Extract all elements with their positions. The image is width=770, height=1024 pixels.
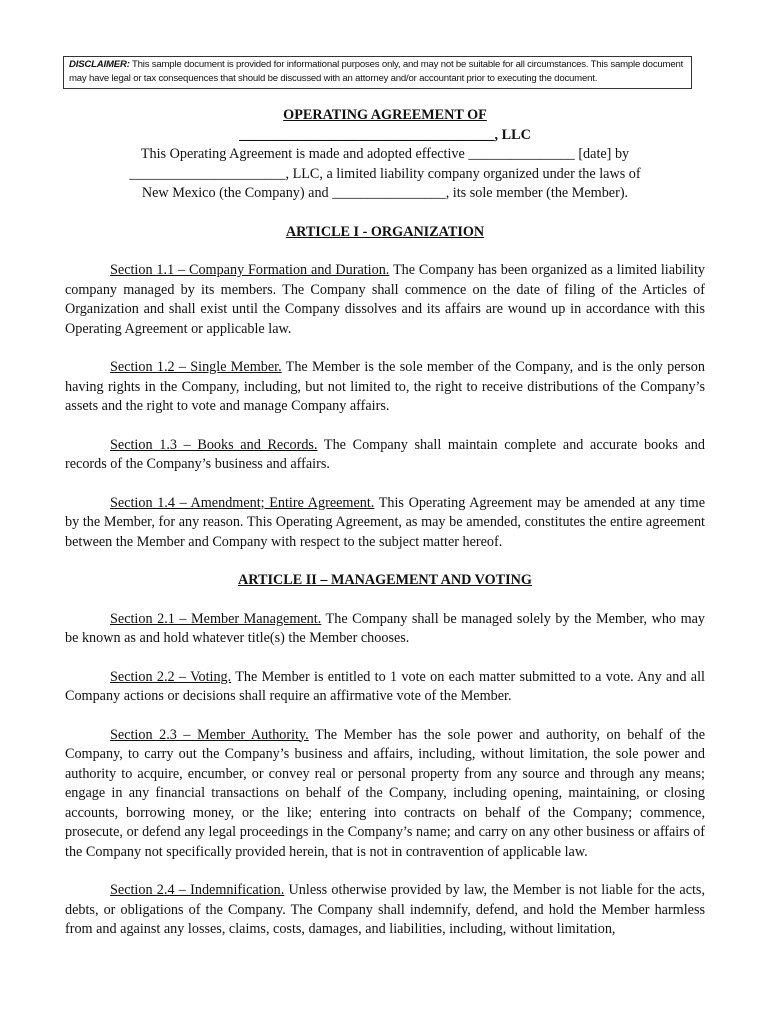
intro-line: ______________________, LLC, a limited liability company organized under the laws of	[129, 165, 641, 182]
llc-name-line: ____________________________________, LLC	[239, 126, 531, 143]
section-paragraph	[65, 358, 705, 417]
section-paragraph	[65, 610, 705, 649]
document-title: OPERATING AGREEMENT OF	[283, 107, 487, 123]
intro-paragraph	[65, 145, 705, 204]
section-heading: Section 2.4 – Indemnification.	[110, 882, 285, 898]
section-heading: Section 2.3 – Member Authority.	[110, 726, 309, 743]
disclaimer-text: This sample document is provided for informational purposes only, and may not be suitable for all circumstances. This sample document may have legal or tax consequences that should be discussed with an attorney and/or accountant prior to executing the document.	[69, 59, 684, 84]
article-heading: ARTICLE I - ORGANIZATION	[285, 223, 485, 240]
section-heading: Section 1.4 – Amendment; Entire Agreement.	[110, 494, 375, 511]
section-heading: Section 1.2 – Single Member.	[110, 359, 282, 375]
section-heading: Section 2.2 – Voting.	[110, 668, 232, 685]
article-heading: ARTICLE II – MANAGEMENT AND VOTING	[238, 572, 532, 588]
section-text: The Member has the sole power and authority, on behalf of the Company, to carry out the Company’s business and affairs, including, without limitation, the sole power and authority to acquire, encumber, or convey real or personal property from any source and through any means; engage in any financial transactions on behalf of the Company, including opening, maintaining, or closing accounts, borrowing money, or the like; entering into contracts on behalf of the Company; commence, prosecute, or defend any legal proceedings in the Company’s name; and carry on any other business or affairs of the Company not specifically provided herein, that is not in contravention of applicable law.	[65, 726, 705, 860]
section-text: The Company has been organized as a limited liability company managed by its members. The Company shall commence on the date of filing of the Articles of Organization and shall exist until the Company dissolves and its affairs are wound up in accordance with this Operating Agreement or applicable law.	[65, 262, 705, 337]
section-heading: Section 1.3 – Books and Records.	[110, 436, 318, 453]
section-heading: Section 1.1 – Company Formation and Duration.	[110, 262, 390, 278]
intro-line: New Mexico (the Company) and ________________, its sole member (the Member).	[141, 185, 629, 201]
section-text: Unless otherwise provided by law, the Member is not liable for the acts, debts, or obligations of the Company. The Company shall indemnify, defend, and hold the Member harmless from and against any losses, claims, costs, damages, and liabilities, including, without limitation,	[65, 882, 705, 937]
section-text: The Member is entitled to 1 vote on each matter submitted to a vote. Any and all Company actions or decisions shall require an affirmative vote of the Member.	[65, 668, 705, 704]
section-paragraph	[65, 881, 705, 940]
section-paragraph	[65, 726, 705, 863]
disclaimer-box	[63, 56, 692, 89]
section-paragraph	[65, 668, 705, 707]
disclaimer-label: DISCLAIMER:	[69, 59, 130, 70]
section-text: The Member is the sole member of the Company, and is the only person having rights in the Company, including, but not limited to, the right to receive distributions of the Company’s assets and the right to vote and manage Company affairs.	[65, 359, 705, 414]
section-paragraph	[65, 436, 705, 475]
intro-line: This Operating Agreement is made and adopted effective _______________ [date] by	[140, 146, 630, 162]
section-text: This Operating Agreement may be amended at any time by the Member, for any reason. This Operating Agreement, as may be amended, constitutes the entire agreement between the Member and Company with respect to the subject matter hereof.	[65, 494, 706, 550]
section-text: The Company shall maintain complete and accurate books and records of the Company’s business and affairs.	[65, 436, 705, 472]
section-paragraph	[65, 494, 705, 553]
document-body	[65, 106, 705, 959]
section-text: The Company shall be managed solely by the Member, who may be known as and hold whatever title(s) the Member chooses.	[65, 610, 705, 646]
section-heading: Section 2.1 – Member Management.	[110, 610, 322, 627]
section-paragraph	[65, 261, 705, 339]
